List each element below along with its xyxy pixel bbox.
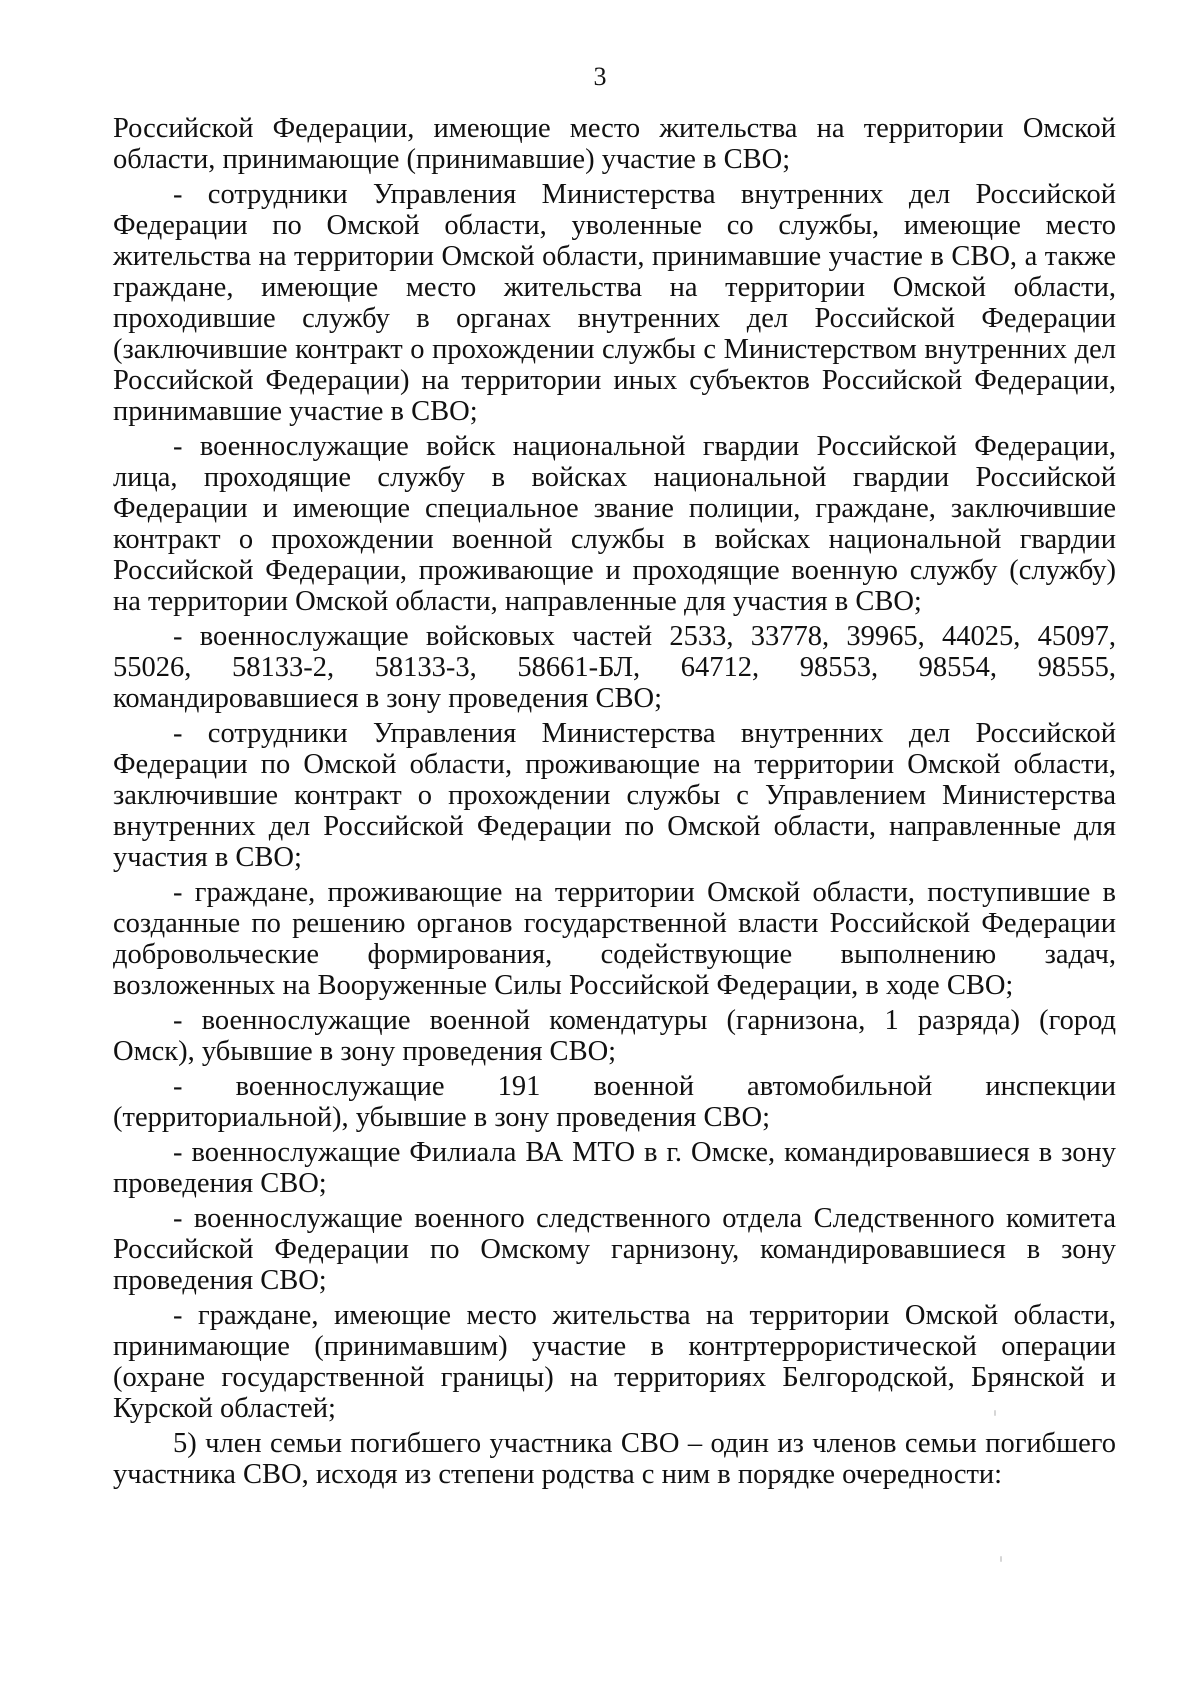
list-item-military-units: - военнослужащие войсковых частей 2533, 33778, 39965, 44025, 45097, 55026, 58133-2, 58133-3, 58661-БЛ, 64712, 98553, 98554, 98555, командировавшиеся в зону проведения СВО; <box>113 621 1116 714</box>
list-item-volunteer-formations: - граждане, проживающие на территории Омской области, поступившие в созданные по решению органов государственной власти Российской Федерации добровольческие формирования, содействующие выполнению задач, возложенных на Вооруженные Силы Российской Федерации, в ходе СВО; <box>113 877 1116 1001</box>
scan-speck <box>1000 1556 1002 1562</box>
list-item-mvd-contract: - сотрудники Управления Министерства внутренних дел Российской Федерации по Омской области, проживающие на территории Омской области, заключившие контракт о прохождении службы с Управлением Министерства внутренних дел Российской Федерации по Омской области, направленные для участия в СВО; <box>113 718 1116 873</box>
paragraph-continuation: Российской Федерации, имеющие место жительства на территории Омской области, принимающие (принимавшие) участие в СВО; <box>113 113 1116 175</box>
scan-speck <box>994 1410 996 1416</box>
list-item-national-guard: - военнослужащие войск национальной гвардии Российской Федерации, лица, проходящие службу в войсках национальной гвардии Российской Федерации и имеющие специальное звание полиции, граждане, заключившие контракт о прохождении военной службы в войсках национальной гвардии Российской Федерации, проживающие и проходящие военную службу (службу) на территории Омской области, направленные для участия в СВО; <box>113 431 1116 617</box>
numbered-item-5-family-member: 5) член семьи погибшего участника СВО – один из членов семьи погибшего участника СВО, исходя из степени родства с ним в порядке очередности: <box>113 1428 1116 1490</box>
list-item-va-mto-branch: - военнослужащие Филиала ВА МТО в г. Омске, командировавшиеся в зону проведения СВО; <box>113 1137 1116 1199</box>
list-item-counter-terrorist-operation: - граждане, имеющие место жительства на территории Омской области, принимающие (принимавшим) участие в контртеррористической операции (охране государственной границы) на территориях Белгородской, Брянской и Курской областей; <box>113 1300 1116 1424</box>
page-number: 3 <box>593 62 607 91</box>
list-item-mvd-employees: - сотрудники Управления Министерства внутренних дел Российской Федерации по Омской области, уволенные со службы, имеющие место жительства на территории Омской области, принимавшие участие в СВО, а также граждане, имеющие место жительства на территории Омской области, проходившие службу в органах внутренних дел Российской Федерации (заключившие контракт о прохождении службы с Министерством внутренних дел Российской Федерации) на территории иных субъектов Российской Федерации, принимавшие участие в СВО; <box>113 179 1116 427</box>
document-body <box>113 113 1116 1490</box>
list-item-investigative-department: - военнослужащие военного следственного отдела Следственного комитета Российской Федерации по Омскому гарнизону, командировавшиеся в зону проведения СВО; <box>113 1203 1116 1296</box>
list-item-auto-inspection: - военнослужащие 191 военной автомобильной инспекции (территориальной), убывшие в зону проведения СВО; <box>113 1071 1116 1133</box>
list-item-commandant-office: - военнослужащие военной комендатуры (гарнизона, 1 разряда) (город Омск), убывшие в зону проведения СВО; <box>113 1005 1116 1067</box>
